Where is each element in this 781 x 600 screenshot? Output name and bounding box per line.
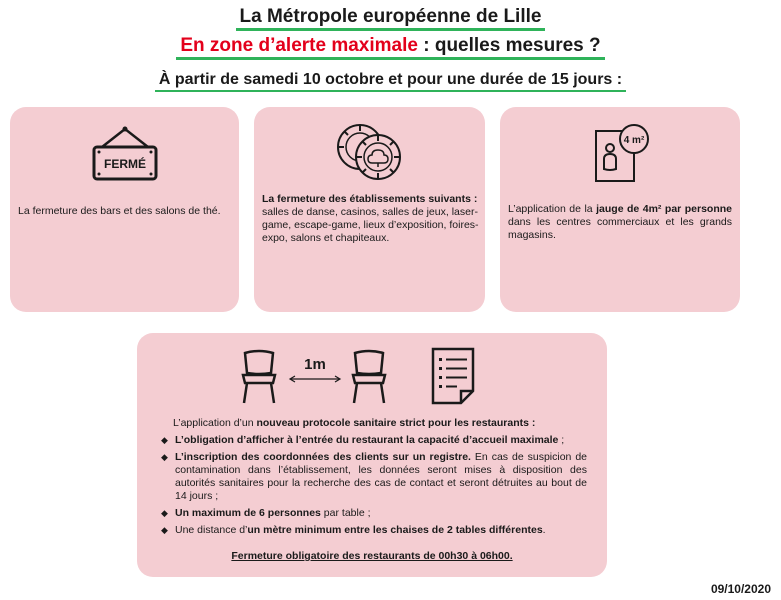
area-label: 4 m²	[623, 135, 645, 146]
list-item-text: par table ;	[320, 507, 371, 519]
list-item-bold: L’obligation d’afficher à l’entrée du restaurant la capacité d’accueil maximale	[175, 434, 559, 446]
header	[0, 6, 781, 60]
bullet-icon: ◆	[161, 525, 168, 535]
list-item-bold: un mètre minimum entre les chaises de 2 tables différentes	[247, 524, 543, 536]
page-title: La Métropole européenne de Lille	[236, 6, 546, 31]
bullet-icon: ◆	[161, 452, 168, 462]
restaurants-closing-hours: Fermeture obligatoire des restaurants de 00h30 à 06h00.	[231, 550, 513, 562]
distance-label: 1m	[304, 356, 326, 373]
chair-icon	[349, 349, 389, 405]
restaurants-intro-before: L’application d’un	[173, 417, 257, 429]
restaurants-intro	[173, 417, 593, 430]
malls-text-after: dans les centres commerciaux et les grands magasins.	[508, 216, 732, 241]
closed-sign-label: FERMÉ	[104, 157, 146, 171]
distance-arrow-icon	[285, 353, 345, 393]
list-item-prefix: Une distance d’	[175, 524, 248, 536]
page-title-line2	[176, 35, 604, 60]
malls-text	[508, 203, 732, 242]
list-item-bold: L’inscription des coordonnées des clients sur un registre.	[175, 451, 471, 463]
list-item	[161, 507, 587, 520]
establishments-text-bold: La fermeture des établissements suivants :	[262, 193, 478, 205]
restaurants-measures-list	[161, 434, 587, 541]
malls-text-bold: jauge de 4m² par personne	[596, 203, 732, 215]
restaurants-intro-bold: nouveau protocole sanitaire strict pour les restaurants :	[256, 417, 536, 429]
alert-title-rest: : quelles mesures ?	[417, 35, 601, 56]
subtitle-block	[0, 70, 781, 92]
list-item	[161, 451, 587, 503]
bullet-icon: ◆	[161, 508, 168, 518]
person-area-icon	[590, 123, 654, 185]
establishments-list: salles de danse, casinos, salles de jeux, laser-game, escape-game, lieux d’exposition, foires-expo, salons et chapiteaux.	[262, 206, 479, 244]
list-item-bold: Un maximum de 6 personnes	[175, 507, 321, 519]
list-item-text: .	[542, 524, 546, 536]
alert-title: En zone d’alerte maximale	[180, 35, 418, 56]
subtitle: À partir de samedi 10 octobre et pour une durée de 15 jours :	[155, 70, 626, 92]
establishments-text	[262, 193, 480, 245]
card-establishments	[254, 107, 485, 312]
bullet-icon: ◆	[161, 435, 168, 445]
card-bars	[10, 107, 239, 312]
malls-text-before: L’application de la	[508, 203, 597, 215]
list-item	[161, 524, 587, 537]
casino-chips-icon	[332, 121, 408, 181]
closed-sign-icon	[90, 125, 160, 185]
list-item	[161, 434, 587, 447]
list-item-text: En cas de suspicion de contamination dans l’établissement, les données seront mises à disposition des autorités sanitaires pour la recherche des cas de contact et seront détruites au bout de 14 jours ;	[175, 451, 587, 502]
chair-icon	[239, 349, 279, 405]
card-malls	[500, 107, 740, 312]
card-restaurants	[137, 333, 607, 577]
register-document-icon	[429, 345, 477, 405]
publication-date: 09/10/2020	[710, 582, 771, 596]
bars-text: La fermeture des bars et des salons de thé.	[18, 205, 221, 217]
list-item-text: ;	[558, 434, 565, 446]
